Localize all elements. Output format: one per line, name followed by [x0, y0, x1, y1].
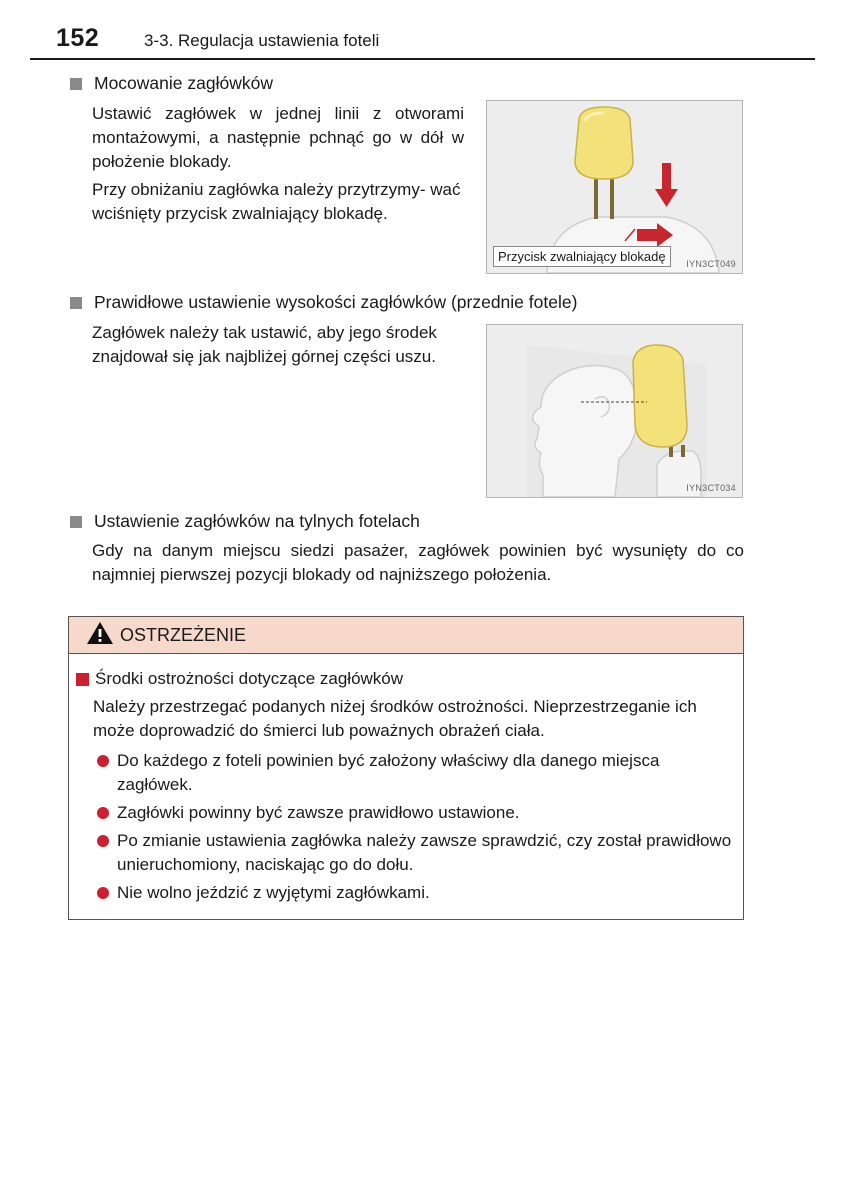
warning-header	[69, 617, 743, 654]
paragraph: Zagłówek należy tak ustawić, aby jego środek znajdował się jak najbliżej górnej części uszu.	[92, 323, 437, 366]
red-dot-icon	[97, 887, 109, 899]
figure-code: IYN3CT034	[686, 483, 736, 493]
section-title-text: Ustawienie zagłówków na tylnych fotelach	[94, 511, 420, 531]
page-number: 152	[56, 24, 100, 52]
gray-square-icon	[70, 516, 82, 528]
figure-headrest-height	[486, 324, 743, 498]
warning-bullet-list	[93, 749, 733, 909]
warning-label: OSTRZEŻENIE	[120, 624, 247, 645]
section-title-mounting	[70, 73, 273, 94]
warning-triangle-icon	[86, 621, 114, 650]
head-and-headrest-illustration	[487, 325, 742, 497]
figure-callout-label: Przycisk zwalniający blokadę	[493, 246, 671, 267]
red-square-icon	[76, 673, 89, 686]
section-title-text: Prawidłowe ustawienie wysokości zagłówków (przednie fotele)	[94, 292, 578, 312]
warning-box	[68, 616, 744, 920]
list-item: Po zmianie ustawienia zagłówka należy zawsze sprawdzić, czy został prawidłowo unieruchomiony, naciskając go do dołu.	[93, 829, 733, 877]
red-dot-icon	[97, 807, 109, 819]
list-item: Do każdego z foteli powinien być założony właściwy dla danego miejsca zagłówek.	[93, 749, 733, 797]
section-title-height	[70, 292, 577, 313]
figure-code: IYN3CT049	[686, 259, 736, 269]
red-dot-icon	[97, 755, 109, 767]
page-header	[0, 0, 845, 62]
paragraph: Przy obniżaniu zagłówka należy przytrzymy- wać wciśnięty przycisk zwalniający blokadę.	[92, 180, 461, 223]
list-item: Nie wolno jeździć z wyjętymi zagłówkami.	[93, 881, 733, 905]
warning-intro: Należy przestrzegać podanych niżej środków ostrożności. Nieprzestrzeganie ich może doprowadzić do śmierci lub poważnych obrażeń ciała.	[93, 697, 697, 740]
list-item: Zagłówki powinny być zawsze prawidłowo ustawione.	[93, 801, 733, 825]
chapter-title: 3-3. Regulacja ustawienia foteli	[144, 31, 380, 50]
gray-square-icon	[70, 297, 82, 309]
section-title-rear	[70, 511, 420, 532]
gray-square-icon	[70, 78, 82, 90]
warning-subtitle	[76, 669, 403, 689]
paragraph: Ustawić zagłówek w jednej linii z otworami montażowymi, a następnie pchnąć go w dół w położenie blokady.	[92, 104, 464, 171]
figure-headrest-mounting	[486, 100, 743, 274]
header-divider	[30, 58, 815, 60]
red-dot-icon	[97, 835, 109, 847]
section-title-text: Mocowanie zagłówków	[94, 73, 273, 93]
warning-subtitle-text: Środki ostrożności dotyczące zagłówków	[95, 669, 404, 688]
paragraph: Gdy na danym miejscu siedzi pasażer, zagłówek powinien być wysunięty do co najmniej pierwszej pozycji blokady od najniższego położenia.	[92, 541, 744, 584]
